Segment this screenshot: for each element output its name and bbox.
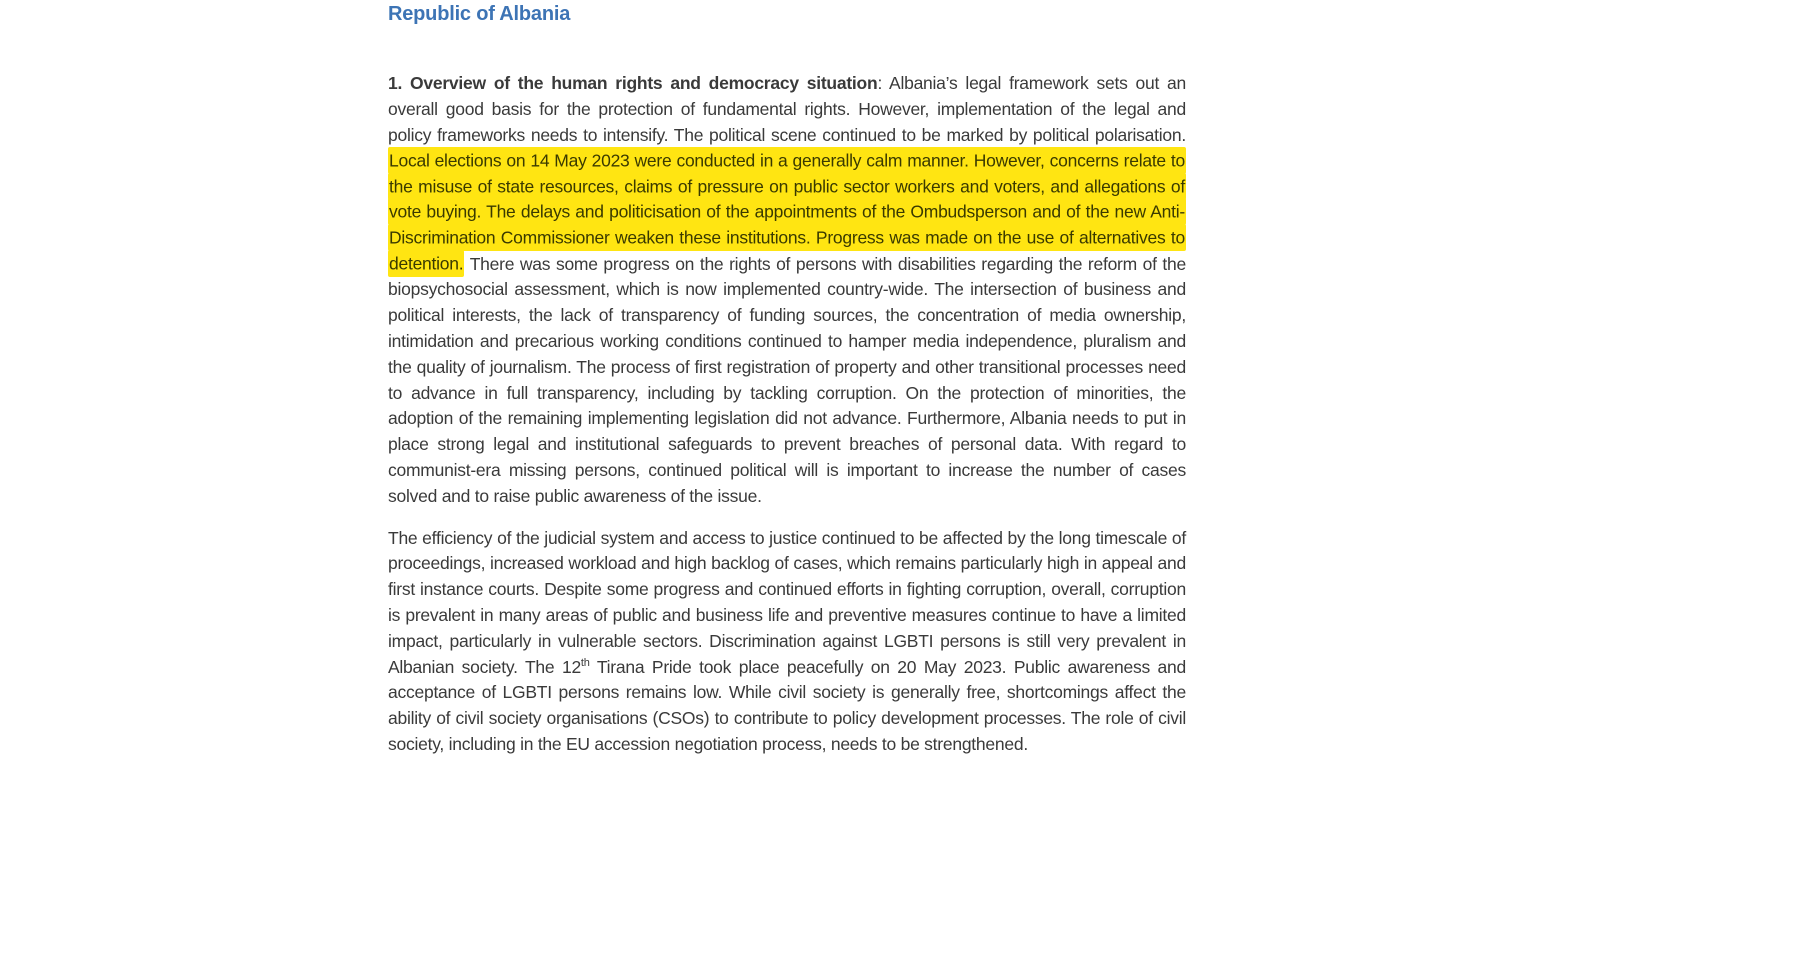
text-segment: 1. Overview of the human rights and democracy situation xyxy=(388,73,878,93)
text-segment: There was some progress on the rights of persons with disabilities regarding the reform of the biopsychosocial assessment, which is now implemented country-wide. The intersection of business and political interests, the lack of transparency of funding sources, the concentration of media ownership, intimidation and precarious working conditions continued to hamper media independence, pluralism and the quality of journalism. The process of first registration of property and other transitional processes need to advance in full transparency, including by tackling corruption. On the protection of minorities, the adoption of the remaining implementing legislation did not advance. Furthermore, Albania needs to put in place strong legal and institutional safeguards to prevent breaches of personal data. With regard to communist-era missing persons, continued political will is important to increase the number of cases solved and to raise public awareness of the issue. xyxy=(388,253,1186,506)
text-segment: Tirana Pride took place peacefully on 20 May 2023. Public awareness and acceptance of LGBTI persons remains low. While civil society is generally free, shortcomings affect the ability of civil society organisations (CSOs) to contribute to policy development processes. The role of civil society, including in the EU accession negotiation process, needs to be strengthened. xyxy=(388,656,1186,754)
page-title: Republic of Albania xyxy=(388,3,571,25)
content-column xyxy=(388,0,1186,758)
overview-paragraph xyxy=(388,71,1186,510)
document-body xyxy=(388,71,1186,758)
judiciary-paragraph xyxy=(388,526,1186,758)
text-segment: th xyxy=(580,656,590,669)
text-segment: : Albania’s legal framework sets out an overall good basis for the protection of fundamental rights. However, implementation of the legal and policy frameworks needs to intensify. The political scene continued to be marked by political polarisation. xyxy=(388,73,1187,145)
highlighted-text: Local elections on 14 May 2023 were conducted in a generally calm manner. However, concerns relate to the misuse of state resources, claims of pressure on public sector workers and voters, and allegations of vote buying. The delays and politicisation of the appointments of the Ombudsperson and of the new Anti-Discrimination Commissioner weaken these institutions. Progress was made on the use of alternatives to detention. xyxy=(388,147,1186,277)
text-segment: The efficiency of the judicial system and access to justice continued to be affected by the long timescale of proceedings, increased workload and high backlog of cases, which remains particularly high in appeal and first instance courts. Despite some progress and continued efforts in fighting corruption, overall, corruption is prevalent in many areas of public and business life and preventive measures continue to have a limited impact, particularly in vulnerable sectors. Discrimination against LGBTI persons is still very prevalent in Albanian society. The 12 xyxy=(388,527,1186,677)
